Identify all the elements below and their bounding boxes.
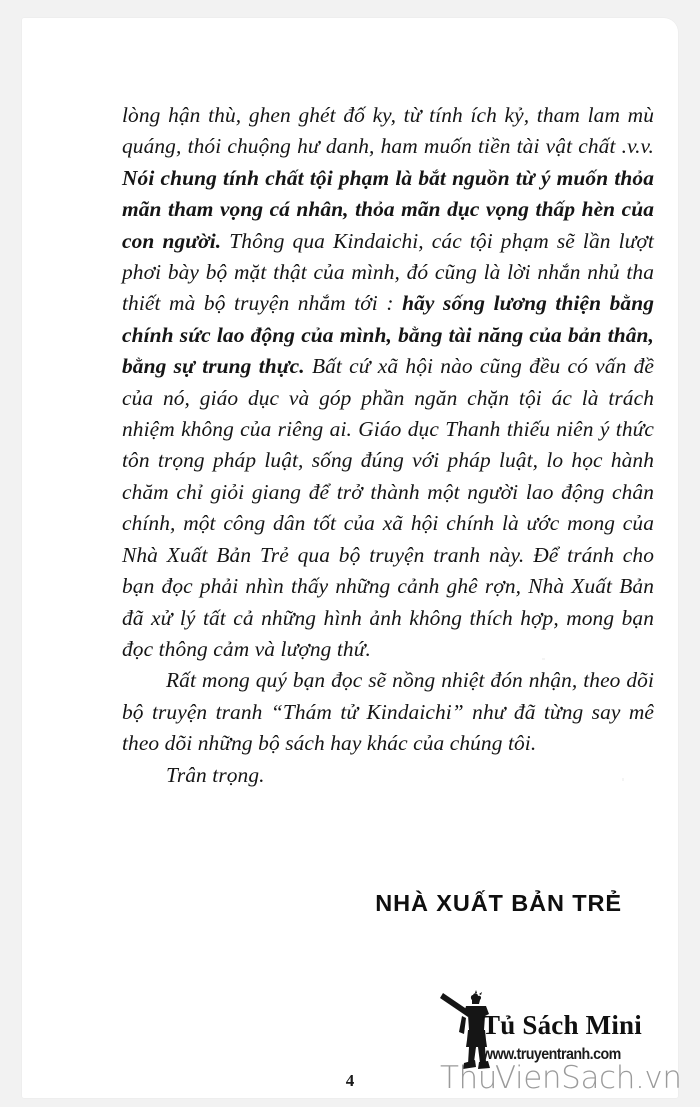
paragraph-3 (122, 760, 654, 791)
watermark-brand: Tủ Sách Mini (482, 1010, 642, 1040)
text-run: Nói chung tính chất tội phạm là bắt nguồn từ ý muốn thỏa mãn tham vọng cá nhân, thỏa mãn dục vọng thấp hèn của con người. (122, 165, 654, 253)
page-sheet (22, 18, 678, 1098)
watermark-group (434, 988, 684, 1100)
text-run: Bất cứ xã hội nào cũng đều có vấn đề của nó, giáo dục và góp phần ngăn chặn tội ác là trách nhiệm không của riêng ai. Giáo dục Thanh thiếu niên ý thức tôn trọng pháp luật, sống đúng với pháp luật, lo học hành chăm chỉ giỏi giang để trở thành một người lao động chân chính, một công dân tốt của xã hội chính là ước mong của Nhà Xuất Bản Trẻ qua bộ truyện tranh này. Để tránh cho bạn đọc phải nhìn thấy những cảnh ghê rợn, Nhà Xuất Bản đã xử lý tất cả những hình ảnh không thích hợp, mong bạn đọc thông cảm và lượng thứ. (122, 354, 654, 661)
paragraph-1 (122, 100, 654, 665)
text-run: Rất mong quý bạn đọc sẽ nồng nhiệt đón nhận, theo dõi bộ truyện tranh “Thám tử Kindaichi” như đã từng say mê theo dõi những bộ sách hay khác của chúng tôi. (122, 668, 654, 756)
body-text-column (122, 100, 654, 791)
text-run: lòng hận thù, ghen ghét đố ky, từ tính ích kỷ, tham lam mù quáng, thói chuộng hư danh, ham muốn tiền tài vật chất .v.v. (122, 103, 654, 159)
watermark-url: www.truyentranh.com (482, 1046, 621, 1063)
paragraph-2 (122, 665, 654, 759)
text-run: Trân trọng. (166, 762, 265, 787)
page-number: 4 (345, 1071, 355, 1090)
watermark-site: ThuVienSach.vn (440, 1060, 682, 1096)
text-run: hãy sống lương thiện bằng chính sức lao động của mình, bằng tài năng của bản thân, bằng sự trung thực. (122, 291, 654, 379)
publisher-name: NHÀ XUẤT BẢN TRẺ (375, 890, 622, 916)
publisher-signature (122, 890, 654, 917)
text-run: Thông qua Kindaichi, các tội phạm sẽ lần lượt phơi bày bộ mặt thật của mình, đó cũng là lời nhắn nhủ tha thiết mà bộ truyện nhắm tới : (122, 228, 654, 316)
